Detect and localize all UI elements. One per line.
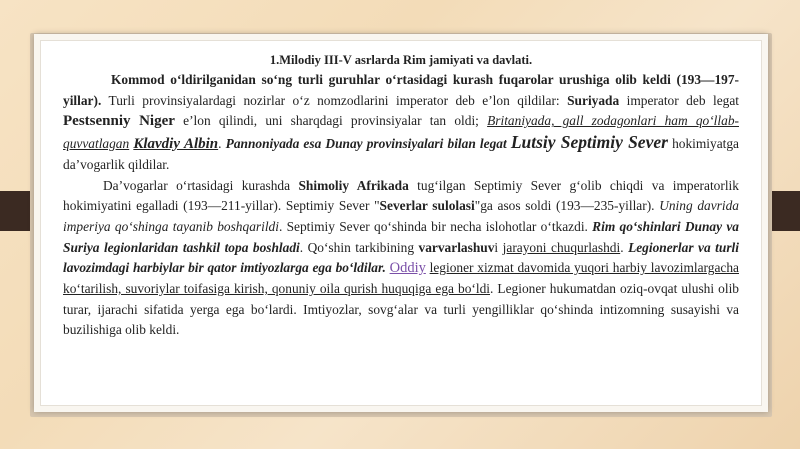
p2-oddiy-link[interactable]: Oddiy (389, 260, 426, 277)
p2-afrika: Shimoliy Afrikada (298, 177, 409, 193)
p2-text-c: "ga asos soldi (193—235-yillar). (474, 198, 660, 214)
p1-albin: Klavdiy Albin (133, 136, 219, 153)
p1-text-b: imperator deb legat (619, 92, 739, 108)
slide-content (63, 51, 739, 341)
p2-dot: . (620, 239, 629, 255)
p2-jarayon: jarayoni chuqurlashdi (502, 239, 621, 255)
p1-niger: Pestsenniy Niger (63, 113, 175, 130)
p2-text-f: . Legioner hukumatdan oziq-ovqat ulushi olib turar, ijarachi sifatida yerga ega bo‘lardi. Imtiyozlar, sovg‘alar va turli yengilliklar qo‘shinda intizomning susayishi va buzilishiga olib keldi. (63, 281, 739, 338)
p1-suriyada: Suriyada (567, 92, 620, 108)
p2-text-e: . Qo‘shin tarkibining (299, 239, 419, 255)
p1-dot: . (218, 136, 226, 152)
p1-text-d: hokimiyatga da’vogarlik qildilar. (63, 136, 740, 172)
p1-pannoniya: Pannoniyada esa Dunay provinsiyalari bilan legat (225, 136, 507, 152)
slide-card (34, 34, 768, 412)
p1-text-c: e’lon qilindi, uni sharqdagi provinsiyalar tan oldi; (174, 113, 488, 129)
p2-text-a: Da’vogarlar o‘rtasidagi kurashda (103, 177, 299, 193)
p2-davrida: Uning davrida imperiya qo‘shinga tayanib boshqarildi (63, 198, 739, 234)
p1-intro: Kommod o‘ldirilganidan so‘ng turli guruhlar o‘rtasidagi kurash fuqarolar urushiga olib keldi (193—197-yillar). (63, 72, 739, 108)
p2-text-d: . Septimiy Sever qo‘shinda bir necha islohotlar o‘tkazdi. (278, 218, 593, 234)
slide-title: 1.Milodiy III-V asrlarda Rim jamiyati va davlati. (269, 53, 533, 67)
p2-legion: Rim qo‘shinlari Dunay va Suriya legionlaridan tashkil topa boshladi (63, 218, 739, 255)
p2-i: i (494, 239, 499, 255)
p1-sever: Lutsiy Septimiy Sever (510, 132, 668, 153)
p2-legioner: legioner xizmat davomida yuqori harbiy lavozimlargacha ko‘tarilish, suvoriylar toifasiga kirish, qonuniy oila qurish huquqiga ega bo‘ldi (63, 260, 739, 297)
p2-sulola: Severlar sulolasi (379, 198, 475, 214)
p1-britaniya: Britaniyada, gall zodagonlari ham qo‘llab-quvvatlagan (63, 113, 739, 152)
p1-text-a: Turli provinsiyalardagi nozirlar o‘z nomzodlarini imperator deb e’lon qildilar: (101, 92, 568, 108)
p2-imtiyoz: Legionerlar va turli lavozimdagi harbiylar bir qator imtiyozlarga ega bo‘ldilar. (63, 239, 739, 276)
paragraph-1 (63, 70, 739, 176)
paragraph-2 (63, 176, 739, 342)
p2-varvar: varvarlashuv (418, 239, 495, 255)
slide-inner (40, 40, 762, 406)
p2-text-b: tug‘ilgan Septimiy Sever g‘olib chiqdi va imperatorlik hokimiyatini egalladi (193—211-yillar). Septimiy Sever " (63, 177, 739, 214)
